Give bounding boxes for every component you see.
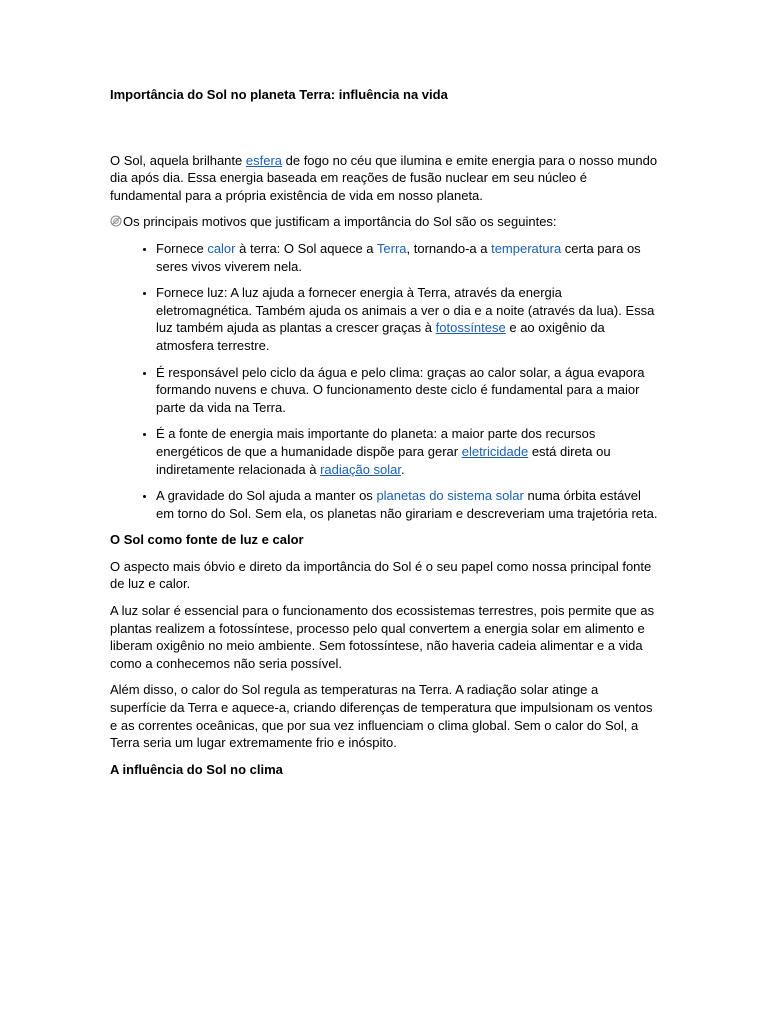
bullet-text: Fornece <box>156 240 208 256</box>
link-fotossintese[interactable]: fotossíntese <box>435 320 506 336</box>
intro-text-1: O Sol, aquela brilhante <box>110 152 246 168</box>
link-radiacao-solar[interactable]: radiação solar <box>320 461 402 477</box>
list-item <box>156 240 658 275</box>
motives-intro-text: Os principais motivos que justificam a importância do Sol são os seguintes: <box>123 214 557 230</box>
section-heading-luz-calor: O Sol como fonte de luz e calor <box>110 532 304 548</box>
document-body <box>110 86 658 787</box>
no-entry-circle-icon <box>110 215 122 227</box>
paragraph: O aspecto mais óbvio e direto da importância do Sol é o seu papel como nossa principal fonte de luz e calor. <box>110 558 652 592</box>
list-item <box>156 425 658 478</box>
bullet-text: numa órbita estável em torno do Sol. Sem ela, os planetas não girariam e descreveriam uma trajetória reta. <box>156 488 658 521</box>
bullet-text: A gravidade do Sol ajuda a manter os <box>156 488 377 504</box>
bullet-text: Fornece luz: A luz ajuda a fornecer energia à Terra, através da energia eletromagnética. Também ajuda os animais a ver o dia e a noite (através da lua). Essa luz também ajuda as plantas a crescer graças à <box>156 285 655 336</box>
link-eletricidade[interactable]: eletricidade <box>461 443 529 459</box>
document-title: Importância do Sol no planeta Terra: influência na vida <box>110 87 448 102</box>
link-terra[interactable]: Terra <box>376 240 407 256</box>
intro-text-2: de fogo no céu que ilumina e emite energia para o nosso mundo dia após dia. Essa energia baseada em reações de fusão nuclear em seu núcleo é fundamental para a própria existência de vida em nosso planeta. <box>110 152 658 203</box>
list-item <box>156 364 658 417</box>
bullet-text: , tornando-a a <box>406 240 492 256</box>
link-calor[interactable]: calor <box>207 240 236 256</box>
motives-intro <box>110 213 658 231</box>
bullet-text: . <box>401 461 405 477</box>
link-esfera[interactable]: esfera <box>245 152 283 168</box>
motives-list <box>110 240 658 522</box>
bullet-text: à terra: O Sol aquece a <box>235 240 377 256</box>
link-temperatura[interactable]: temperatura <box>491 240 562 256</box>
paragraph: A luz solar é essencial para o funcionamento dos ecossistemas terrestres, pois permite que as plantas realizem a fotossíntese, processo pelo qual convertem a energia solar em alimento e liberam oxigênio no meio ambiente. Sem fotossíntese, não haveria cadeia alimentar e a vida como a conhecemos não seria possível. <box>110 603 655 671</box>
intro-paragraph <box>110 152 658 205</box>
list-item <box>156 487 658 522</box>
link-planetas-sistema-solar[interactable]: planetas do sistema solar <box>376 488 524 504</box>
spacer <box>110 104 658 152</box>
bullet-text: É responsável pelo ciclo da água e pelo clima: graças ao calor solar, a água evapora formando nuvens e chuva. O funcionamento deste ciclo é fundamental para a maior parte da vida na Terra. <box>156 364 645 415</box>
bullet-text: É a fonte de energia mais importante do planeta: a maior parte dos recursos energéticos de que a humanidade dispõe para gerar <box>156 426 596 459</box>
bullet-text: está direta ou indiretamente relacionada à <box>156 443 611 477</box>
section-heading-clima: A influência do Sol no clima <box>110 761 283 777</box>
paragraph: Além disso, o calor do Sol regula as temperaturas na Terra. A radiação solar atinge a superfície da Terra e aquece-a, criando diferenças de temperatura que impulsionam os ventos e as correntes oceânicas, que por sua vez influenciam o clima global. Sem o calor do Sol, a Terra seria um lugar extremamente frio e inóspito. <box>110 682 653 751</box>
bullet-text: certa para os seres vivos viverem nela. <box>156 240 641 274</box>
bullet-text: e ao oxigênio da atmosfera terrestre. <box>156 320 605 353</box>
list-item <box>156 284 658 354</box>
